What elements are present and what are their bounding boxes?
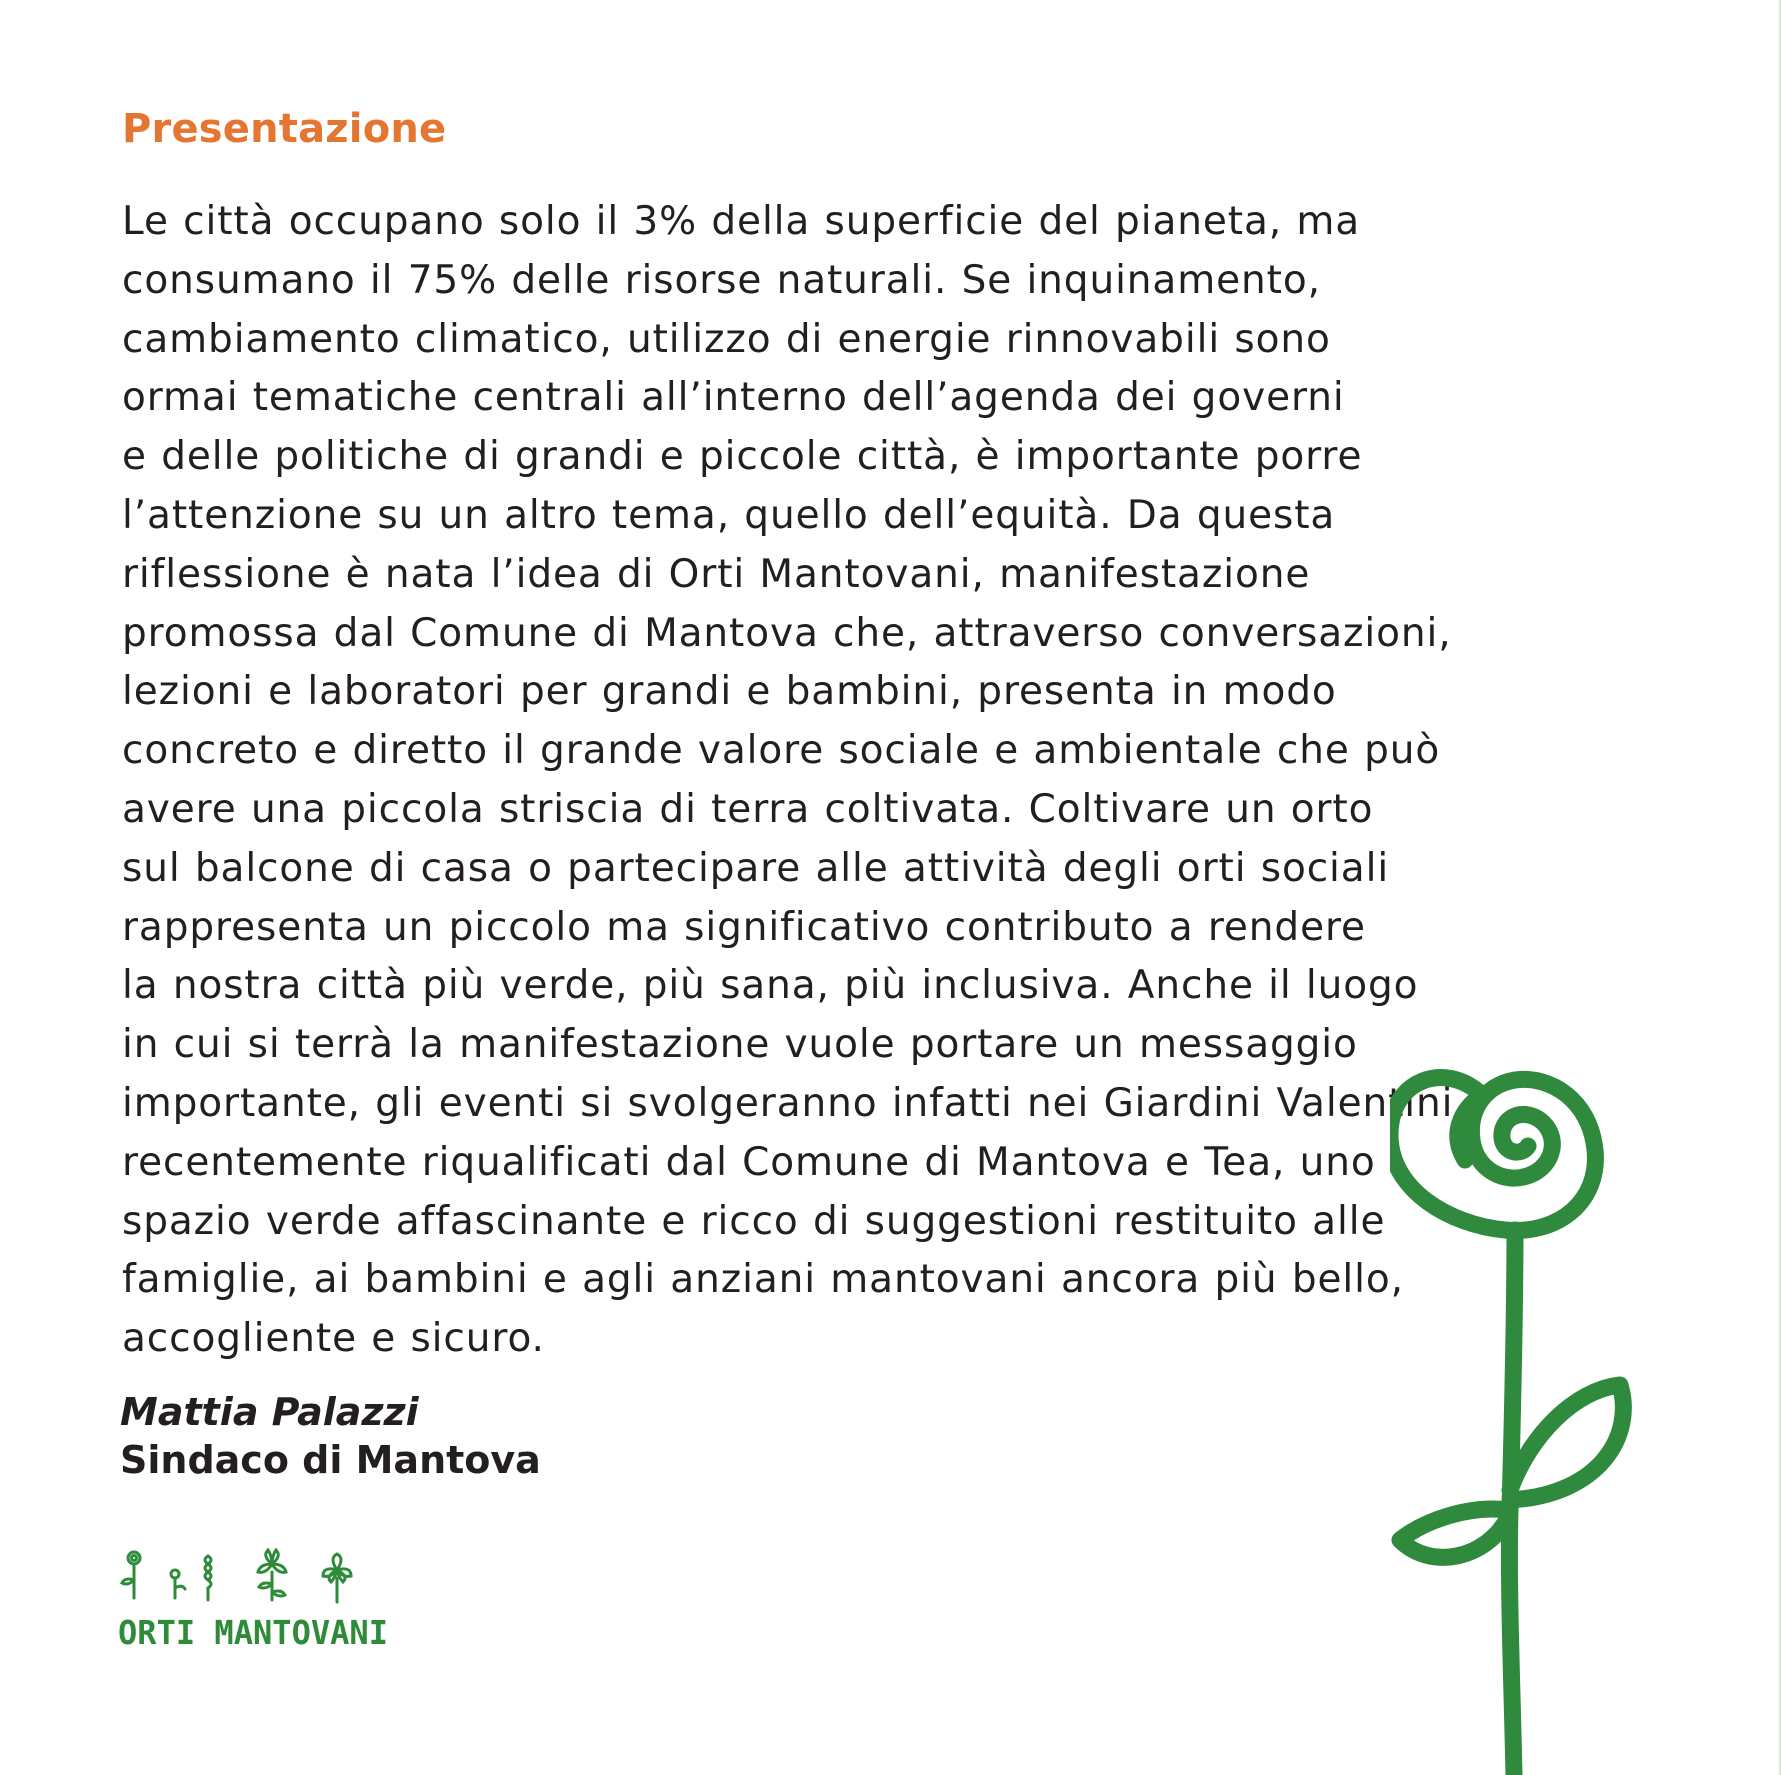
body-line: cambiamento climatico, utilizzo di energie rinnovabili sono <box>122 316 1331 362</box>
rose-flower-icon <box>1390 1040 1781 1775</box>
body-line: spazio verde affascinante e ricco di suggestioni restituito alle <box>122 1198 1386 1244</box>
orti-mantovani-logo <box>118 1548 390 1656</box>
page-title: Presentazione <box>122 106 447 152</box>
body-line: avere una piccola striscia di terra coltivata. Coltivare un orto <box>122 786 1374 832</box>
body-line: famiglie, ai bambini e agli anziani mantovani ancora più bello, <box>122 1257 1404 1303</box>
body-line: e delle politiche di grandi e piccole città, è importante porre <box>122 434 1363 480</box>
body-line: ormai tematiche centrali all’interno dell’agenda dei governi <box>122 375 1345 421</box>
body-line: recentemente riqualificati dal Comune di Mantova e Tea, uno <box>122 1139 1376 1185</box>
body-line: Le città occupano solo il 3% della superficie del pianeta, ma <box>122 199 1361 244</box>
body-line: lezioni e laboratori per grandi e bambini, presenta in modo <box>122 669 1337 715</box>
body-line: promossa dal Comune di Mantova che, attraverso conversazioni, <box>122 610 1452 656</box>
body-line: sul balcone di casa o partecipare alle attività degli orti sociali <box>122 845 1390 891</box>
body-line: in cui si terrà la manifestazione vuole portare un messaggio <box>122 1022 1358 1068</box>
body-line: l’attenzione su un altro tema, quello dell’equità. Da questa <box>122 492 1336 538</box>
logo-wordmark: ORTI MANTOVANI <box>118 1613 388 1652</box>
body-line: accogliente e sicuro. <box>122 1316 545 1362</box>
body-line: consumano il 75% delle risorse naturali. Se inquinamento, <box>122 257 1321 303</box>
body-line: rappresenta un piccolo ma significativo contributo a rendere <box>122 904 1366 950</box>
signature-name: Mattia Palazzi <box>120 1390 419 1434</box>
body-line: concreto e diretto il grande valore sociale e ambientale che può <box>122 728 1441 774</box>
signature-role: Sindaco di Mantova <box>120 1438 541 1482</box>
body-line: importante, gli eventi si svolgeranno infatti nei Giardini Valentini, <box>122 1080 1467 1126</box>
presentation-body <box>122 193 1467 1369</box>
body-line: la nostra città più verde, più sana, più inclusiva. Anche il luogo <box>122 963 1419 1009</box>
body-line: riflessione è nata l’idea di Orti Mantovani, manifestazione <box>122 551 1311 597</box>
sprouting-plants-icon <box>122 1550 351 1602</box>
